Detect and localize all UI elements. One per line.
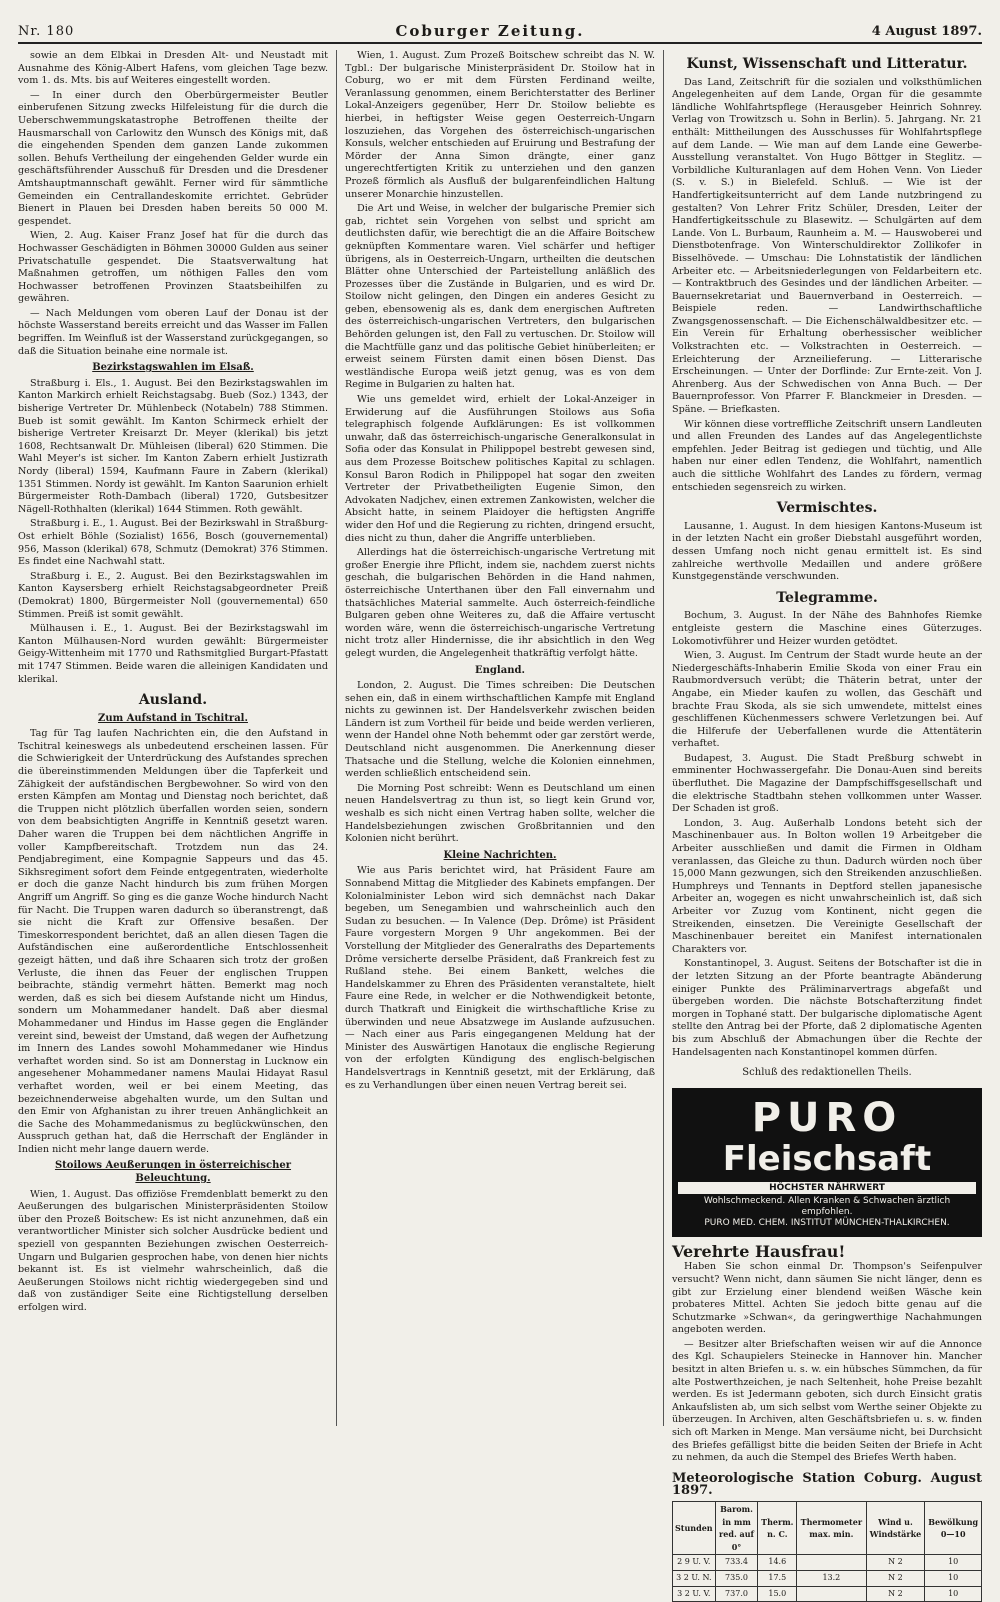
paragraph: Die Morning Post schreibt: Wenn es Deutschland um einen neuen Handelsvertrag zu thun ist, so liegt kein Grund vor, weshalb es sich nicht einen Vertrag haben sollte, welcher die Handelsbeziehungen zwischen Großbritannien und den Kolonien nicht berührt.: [345, 782, 655, 845]
paragraph: Wie aus Paris berichtet wird, hat Präsident Faure am Sonnabend Mittag die Mitglieder des Kabinets empfangen. Der Kolonialminister Lebon wird sich demnächst nach Dakar begeben, um Senegambien und wahrscheinlich auch den Sudan zu besuchen. — In Valence (Dep. Drôme) ist Präsident Faure vorgestern Morgen 9 Uhr angekommen. Bei der Vorstellung der Mitglieder des Generalraths des Departements Drôme versicherte derselbe Präsident, daß Frankreich fest zu Rußland stehe. Bei einem Bankett, welches die Handelskammer zu Ehren des Präsidenten veranstaltete, hielt Faure eine Rede, in welcher er die Nothwendigkeit betonte, durch Thatkraft und Einigkeit die wirthschaftliche Krise zu überwinden und neue Absatzwege im Auslande aufzusuchen. — Nach einer aus Paris eingegangenen Meldung hat der Minister des Auswärtigen Hanotaux die englische Regierung von der erfolgten Kündigung des englisch-belgischen Handelsvertrags in Kenntniß gesetzt, mit der Erklärung, daß es zu Verhandlungen über einen neuen Vertrag bereit sei.: [345, 865, 655, 1091]
subheading: England.: [475, 664, 525, 676]
paragraph: Wir können diese vortreffliche Zeitschrift unsern Landleuten und allen Freunden des Landes auf das Angelegentlichste empfehlen. Jeder Beitrag ist gediegen und tüchtig, und Alle haben nur einer edlen Tendenz, die Wohlfahrt, namentlich auch die sittliche Wohlfahrt des Landes zu fördern, vermag entschieden segensreich zu wirken.: [672, 418, 982, 493]
column-rule: [336, 50, 337, 1426]
table-header: Wind u. Windstärke: [866, 1502, 925, 1555]
paragraph: Straßburg i. Els., 1. August. Bei den Bezirkstagswahlen im Kanton Markirch erhielt Reichstagsabg. Bueb (Soz.) 1343, der bisherige Vertreter Dr. Mühlenbeck (Notabeln) 788 Stimmen. Bueb ist somit gewählt. Im Kanton Schirmeck erhielt der bisherige Vertreter Kreisarzt Dr. Meyer (klerikal) bis jetzt 1608, Rechtsanwalt Dr. Mühleisen (liberal) 620 Stimmen. Die Wahl Meyer's ist sicher. Im Kanton Zabern erhielt Justizrath Nordy (liberal) 1594, Kaufmann Faure in Zabern (klerikal) 1351 Stimmen. Nordy ist gewählt. Im Kanton Saarunion erhielt Bürgermeister Roth-Dambach (liberal) 1720, Gutsbesitzer Nägell-Rothhalten (klerikal) 1644 Stimmen. Roth gewählt.: [18, 377, 328, 515]
column-rule: [663, 50, 664, 1426]
newspaper-title: Coburger Zeitung.: [395, 22, 585, 40]
paragraph: London, 3. Aug. Außerhalb Londons beteht sich der Maschinenbauer aus. In Bolton wollen 19 Arbeitgeber die Arbeiter ausschließen und damit die Firmen in Oldham veranlassen, das Gleiche zu thun. Dadurch würden noch über 15,000 Mann gezwungen, sich den Streikenden anzuschließen. Humphreys und Tennants in Deptford stellen japanesische Arbeiter an, wogegen es nicht unwahrscheinlich ist, daß sich Arbeiter vor Zuzug vom Kontinent, nicht gegen die Streikenden, einsetzen. Die Vereinigte Gesellschaft der Maschinenbauer bereitet ein Manifest internationalen Charakters vor.: [672, 817, 982, 955]
paragraph: sowie an dem Elbkai in Dresden Alt- und Neustadt mit Ausnahme des König-Albert Hafens, vom gleichen Tage bezw. vom 1. ds. Mts. bis auf Weiteres eingestellt worden.: [18, 50, 328, 87]
paragraph: Wien, 2. Aug. Kaiser Franz Josef hat für die durch das Hochwasser Geschädigten in Böhmen 30000 Gulden aus seiner Privatschatulle gespendet. Die Staatsverwaltung hat Maßnahmen getroffen, um nöthigen Falles den vom Hochwasser betroffenen Provinzen Staatsbeihilfen zu gewähren.: [18, 230, 328, 305]
table-cell: 3 2 U. N.: [673, 1570, 716, 1586]
section-heading: Ausland.: [138, 692, 208, 709]
masthead: [18, 20, 982, 44]
table-cell: [797, 1586, 866, 1602]
table-cell: 2 9 U. V.: [673, 1555, 716, 1571]
paragraph: Bochum, 3. August. In der Nähe des Bahnhofes Riemke entgleiste gestern die Maschine eines Güterzuges. Lokomotivführer und Heizer wurden getödtet.: [672, 610, 982, 647]
paragraph: Wien, 3. August. Im Centrum der Stadt wurde heute an der Niedergeschäfts-Inhaberin Emilie Skoda von einer Frau ein Raubmordversuch verübt; die Thäterin betrat, unter der Angabe, ein Mieder kaufen zu wollen, das Geschäft und brachte Frau Skoda, als sie sich umwendete, mittelst eines geschliffenen Küchenmessers schwere Verletzungen bei. Auf die Hilferufe der Ueberfallenen wurde die Attentäterin verhaftet.: [672, 650, 982, 750]
ad-product: Fleischsaft: [722, 1138, 932, 1179]
ad-brand: PURO: [751, 1094, 903, 1141]
paragraph: Straßburg i. E., 1. August. Bei der Bezirkswahl in Straßburg-Ost erhielt Böhle (Sozialist) 1656, Bosch (gouvernemental) 956, Masson (klerikal) 678, Schmutz (Demokrat) 376 Stimmen. Es findet eine Nachwahl statt.: [18, 518, 328, 568]
puro-ad-panel: [674, 1090, 980, 1236]
table-cell: 17.5: [758, 1570, 797, 1586]
paragraph: — In einer durch den Oberbürgermeister Beutler einberufenen Sitzung zwecks Hilfeleistung für die durch die Ueberschwemmungskatastrophe Betroffenen theilte der Hausmarschall von Carlowitz den Wunsch des Königs mit, daß die eingehenden Spenden dem ganzen Lande zukommen sollen. Behufs Vertheilung der eingehenden Gelder wurde ein geschäftsführender Ausschuß für Dresden und die Dresdener Amtshauptmannschaft gewählt. Ferner wird für sämmtliche Gemeinden ein Centrallandeskomite errichtet. Gebrüder Bienert in Plauen bei Dresden haben bereits 50 000 M. gespendet.: [18, 89, 328, 227]
table-cell: 733.4: [715, 1555, 758, 1571]
paragraph: Das Land, Zeitschrift für die sozialen und volksthümlichen Angelegenheiten auf dem Lande, Organ für die gesammte ländliche Wohlfahrtspflege (Herausgeber Heinrich Sohnrey. Verlag von Trowitzsch u. Sohn in Berlin). 5. Jahrgang. Nr. 21 enthält: Mittheilungen des Ausschusses für Wohlfahrtspflege auf dem Lande. — Wie man auf dem Lande eine Gewerbe-Ausstellung veranstaltet. Von Hugo Böttger in Steglitz. — Vorbildliche Kulturanlagen auf dem Hohen Venn. Von Lieder (S. v. S.) in Bielefeld. Schluß. — Wie ist der Handfertigkeitsunterricht auf dem Lande nutzbringend zu gestalten? Von Lehrer Fritz Schüler, Dresden, Leiter der Handfertigkeitsschule zu Blasewitz. — Schulgärten auf dem Lande. Von L. Burbaum, Raunheim a. M. — Hauswoberei und Dienstbotenfrage. Von Winterschuldirektor Zollikofer in Bisselhövede. — Umschau: Die Lohnstatistik der ländlichen Arbeiter etc. — Arbeitsniederlegungen von Feldarbeitern etc. — Kontraktbruch des Gesindes und der ländlichen Arbeiter. — Bauernsekretariat und Bauernverband in Oesterreich. — Beispiele reden. — Landwirthschaftliche Zwangsgenossenschaft. — Die Eichenschälwaldbesitzer etc. — Ein Verein für Erhaltung oberhessischer weiblicher Volkstrachten etc. — Volkstrachten in Oesterreich. — Erleichterung der Arzneilieferung. — Litterarische Erscheinungen. — Unter der Dorflinde: Zur Ernte-zeit. Von J. Ahrenberg. Aus der Schwedischen von Anna Buch. — Der Bauernprofessor. Von Pfarrer F. Blanckmeier in Dresden. — Späne. — Briefkasten.: [672, 76, 982, 416]
table-cell: 15.0: [758, 1586, 797, 1602]
table-header: Thermometer max. min.: [797, 1502, 866, 1555]
column-2: [345, 50, 655, 1426]
table-cell: N 2: [866, 1570, 925, 1586]
table-row: [673, 1555, 982, 1571]
paragraph: — Besitzer alter Briefschaften weisen wir auf die Annonce des Kgl. Schaupielers Steinecke in Hannover hin. Mancher besitzt in alten Briefen u. s. w. ein hübsches Sümmchen, da für alte Postwerthzeichen, je nach Seltenheit, hohe Preise bezahlt werden. Es ist Jedermann geboten, sich durch Einsicht gratis Ankaufslisten ab, um sich selbst vom Werthe seiner Objekte zu überzeugen. In Archiven, alten Geschäftsbriefen u. s. w. finden sich oft Marken in Menge. Man versäume nicht, bei Durchsicht des Briefes gefälligst bitte die beiden Seiten der Briefe in Acht zu nehmen, da auch die Stempel des Briefes Werth haben.: [672, 1338, 982, 1464]
table-cell: 14.6: [758, 1555, 797, 1571]
ad-claim: HÖCHSTER NÄHRWERT: [678, 1182, 976, 1195]
paragraph: Lausanne, 1. August. In dem hiesigen Kantons-Museum ist in der letzten Nacht ein großer Diebstahl ausgeführt worden, dessen Umfang noch nicht genau ermittelt ist. Es sind zahlreiche werthvolle Medaillen und andere größere Kunstgegenstände verschwunden.: [672, 520, 982, 583]
subheading: Bezirkstagswahlen im Elsaß.: [92, 362, 254, 374]
table-row: [673, 1586, 982, 1602]
ad-maker: PURO MED. CHEM. INSTITUT MÜNCHEN-THALKIRCHEN.: [704, 1218, 950, 1229]
table-cell: 13.2: [797, 1570, 866, 1586]
table-cell: N 2: [866, 1555, 925, 1571]
page-number: Nr. 180: [18, 23, 75, 39]
weather-station-title: Meteorologische Station Coburg. August 1897.: [672, 1470, 982, 1499]
subheading: Kleine Nachrichten.: [443, 849, 557, 861]
section-heading: Kunst, Wissenschaft und Litteratur.: [686, 56, 968, 72]
table-header: Therm. n. C.: [758, 1502, 797, 1555]
section-heading: Vermischtes.: [776, 500, 878, 517]
paragraph: London, 2. August. Die Times schreiben: Die Deutschen sehen ein, daß in einem wirthschaftlichen Kampfe mit England nichts zu gewinnen ist. Der Handelsverkehr zwischen beiden Ländern ist zum Vortheil für beide und beide werden verlieren, wenn der Handel ohne Noth behemmt oder gar zerstört werde, Deutschland nicht ausgenommen. Die Anerkennung dieser Thatsache und die Stellung, welche die Kolonien einnehmen, werden schließlich entscheidend sein.: [345, 680, 655, 780]
table-cell: N 2: [866, 1586, 925, 1602]
column-1: [18, 50, 328, 1426]
section-heading: Telegramme.: [776, 589, 878, 606]
issue-date: 4 August 1897.: [871, 23, 982, 39]
table-header: Barom. in mm red. auf 0°: [715, 1502, 758, 1555]
paragraph: Wien, 1. August. Das offiziöse Fremdenblatt bemerkt zu den Aeußerungen des bulgarischen Ministerpräsidenten Stoilow über den Prozeß Boitschew: Es ist nicht anzunehmen, daß ein verantwortlicher Minister sich solcher Ausdrücke bedient und speziell von gespannten Beziehungen zwischen Oesterreich-Ungarn und Bulgarien gesprochen habe, von denen hier nichts bekannt ist. Es ist vielmehr wahrscheinlich, daß die Aeußerungen Stoilows nicht richtig wiedergegeben sind und daß von zuständiger Seite eine Richtigstellung derselben erfolgen wird.: [18, 1188, 328, 1313]
paragraph: Wie uns gemeldet wird, erhielt der Lokal-Anzeiger in Erwiderung auf die Ausführungen Stoilows aus Sofia telegraphisch folgende Aufklärungen: Es ist vollkommen unwahr, daß das österreichisch-ungarische Generalkonsulat in Sofia oder das Konsulat in Philippopel bestrebt gewesen sind, aus dem Prozesse Boitschew politisches Kapital zu schlagen. Konsul Baron Rodich in Philippopel hat sogar den zweiten Vertreter der Privatbetheiligten Eugenie Simon, den Advokaten Nadjchev, einen extremen Zankowisten, welcher die Absicht hatte, in seinem Plaidoyer die heftigsten Angriffe wider den Hof und die Regierung zu richten, dringend ersucht, dies nicht zu thun, daher die Angriffe unterblieben.: [345, 394, 655, 544]
subheading: Stoilows Aeußerungen in österreichischer Beleuchtung.: [54, 1160, 292, 1185]
table-cell: 735.0: [715, 1570, 758, 1586]
table-cell: 3 2 U. V.: [673, 1586, 716, 1602]
paragraph: Tag für Tag laufen Nachrichten ein, die den Aufstand in Tschitral keineswegs als unbedeutend erscheinen lassen. Für die Schwierigkeit der Unterdrückung des Aufstandes sprechen die übereinstimmenden Meldungen über die Tapferkeit und Zähigkeit der aufständischen Bergbewohner. So wird von den ersten Kämpfen am Montag und Dienstag noch berichtet, daß die Truppen nicht plötzlich überfallen worden seien, sondern von dem beabsichtigten Angriffe in Kenntniß gesetzt waren. Daher waren die Truppen bei dem nächtlichen Angriffe in voller Kampfbereitschaft. Trotzdem nun das 24. Pendjabregiment, eine Kompagnie Sappeurs und das 45. Sikhsregiment sofort dem Feinde entgegentraten, wiederholte er doch die ganze Nacht hindurch bis zum frühen Morgen Angriff um Angriff. So ging es die ganze Woche hindurch Nacht für Nacht. Die Truppen waren dadurch so überanstrengt, daß sie nicht die Kraft zur Offensive besaßen. Der Timeskorrespondent berichtet, daß an allen diesen Tagen die Aufständischen eine außerordentliche Entschlossenheit gezeigt hätten, und daß ihre Schaaren sich trotz der großen Verluste, die ihnen das Feuer der englischen Truppen beibrachte, ständig vermehrt hätten. Bemerkt mag noch werden, daß es sich bei diesem Aufstande nicht um Hindus, sondern um Mohammedaner handelt. Daß aber diesmal Mohammedaner und Hindus im Hasse gegen die Engländer vereint sind, beweist der Umstand, daß wegen der Aufhetzung im Innern des Landes sowohl Mohammedaner wie Hindus verhaftet worden sind. So ist am Donnerstag in Lucknow ein angesehener Mohammedaner namens Maulai Hidayat Rasul verhaftet worden, weil er bei einem Meeting, das bezeichnenderweise abgehalten wurde, um den Sultan und den Emir von Afghanistan zu ihrer treuen Anhänglichkeit an die Sache des Mohammedanismus zu beglückwünschen, den Ausspruch gethan hat, daß die Herrschaft der Engländer in Indien nicht mehr lange dauern werde.: [18, 728, 328, 1155]
paragraph: Straßburg i. E., 2. August. Bei den Bezirkstagswahlen im Kanton Kaysersberg erhielt Reichstagsabgeordneter Preiß (Demokrat) 1800, Bürgermeister Noll (gouvernemental) 650 Stimmen. Preiß ist somit gewählt.: [18, 570, 328, 620]
table-cell: 737.0: [715, 1586, 758, 1602]
paragraph: Konstantinopel, 3. August. Seitens der Botschafter ist die in der letzten Sitzung an der Pforte beantragte Abänderung einiger Punkte des Präliminarvertrags abgefaßt und übergeben worden. Die nächste Botschafterzitung findet morgen in Tophané statt. Der bulgarische diplomatische Agent stellte den Antrag bei der Pforte, daß 2 diplomatische Agenten bis zum Abschluß der Abmachungen über die Rechte der Handelsagenten nach Konstantinopel kommen dürfen.: [672, 958, 982, 1058]
paragraph: Budapest, 3. August. Die Stadt Preßburg schwebt in emminenter Hochwassergefahr. Die Donau-Auen sind bereits überfluthet. Die Magazine der Dampfschiffsgesellschaft und die elektrische Stadtbahn stehen vollkommen unter Wasser. Der Schaden ist groß.: [672, 752, 982, 815]
editorial-end-note: Schluß des redaktionellen Theils.: [742, 1067, 912, 1079]
soap-advertisement: [672, 1243, 982, 1337]
paragraph: Die Art und Weise, in welcher der bulgarische Premier sich gab, richtet sein Vorgehen von selbst und spricht am deutlichsten dafür, wie berechtigt die an die Affaire Boitschew geknüpften Kommentare waren. Viel schärfer und heftiger übrigens, als in Oesterreich-Ungarn, urtheilten die deutschen Blätter ohne Unterschied der Parteistellung anläßlich des Prozesses über die Zustände in Bulgarien, und es wird Dr. Stoilow nicht gelingen, den Dingen ein anderes Gesicht zu geben, ebensowenig als es, dank dem energischen Auftreten des österreichisch-ungarischen Vertreters, den bulgarischen Behörden gelungen ist, den Fall zu vertuschen. Dr. Stoilow will die Machtfülle ganz und das politische Gebiet hinüberleiten; er erweist seinem Fürsten damit einen bösen Dienst. Das westländische Europa weiß jetzt genug, was es von dem Regime in Bulgarien zu halten hat.: [345, 203, 655, 391]
paragraph: Allerdings hat die österreichisch-ungarische Vertretung mit großer Energie ihre Pflicht, indem sie, nachdem zuerst nichts geschah, die bulgarischen Behörden in die Hand nahmen, österreichische Unterthanen über den Fall einvernahm und thatsächliches Material sammelte. Auch österreich-feindliche Bulgaren geben ohne Weiteres zu, daß die Affaire vertuscht worden wäre, wenn die österreichisch-ungarische Vertretung nicht trotz aller Hindernisse, die ihr absichtlich in den Weg gelegt wurden, die Angelegenheit thatkräftig verfolgt hätte.: [345, 547, 655, 659]
table-header: Stunden: [673, 1502, 716, 1555]
puro-advertisement: [672, 1088, 982, 1238]
paragraph: — Nach Meldungen vom oberen Lauf der Donau ist der höchste Wasserstand bereits erreicht und das Wasser im Fallen begriffen. Im Weinfluß ist der Wasserstand zurückgegangen, so daß die Situation beinahe eine normale ist.: [18, 307, 328, 357]
subheading: Zum Aufstand in Tschitral.: [98, 712, 248, 724]
ad-tagline: Wohlschmeckend. Allen Kranken & Schwachen ärztlich empfohlen.: [703, 1196, 951, 1218]
paragraph: Mülhausen i. E., 1. August. Bei der Bezirkstagswahl im Kanton Mülhausen-Nord wurden gewählt: Bürgermeister Geigy-Wittenheim mit 1770 und Rathsmitglied Burgart-Pfastatt mit 1747 Stimmen. Beide waren die alleinigen Kandidaten und klerikal.: [18, 623, 328, 685]
table-cell: 10: [925, 1586, 982, 1602]
ad-text: Haben Sie schon einmal Dr. Thompson's Seifenpulver versucht? Wenn nicht, dann säumen Sie nicht länger, denn es gibt zur Erzielung einer blendend weißen Wäsche kein probateres Mittel. Achten Sie jedoch bitte genau auf die Schutzmarke »Schwan«, da geringwerthige Nachahmungen angeboten werden.: [672, 1261, 982, 1336]
weather-table: [672, 1501, 982, 1602]
column-3: [672, 50, 982, 1598]
table-cell: 10: [925, 1555, 982, 1571]
table-cell: 10: [925, 1570, 982, 1586]
paragraph: Wien, 1. August. Zum Prozeß Boitschew schreibt das N. W. Tgbl.: Der bulgarische Ministerpräsident Dr. Stoilow hat in Coburg, wo er mit dem Fürsten Ferdinand weilte, Veranlassung genommen, einem Berichterstatter des Berliner Lokal-Anzeigers gegenüber, Herr Dr. Stoilow beliebte es hierbei, in heftigster Weise gegen Oesterreich-Ungarn loszuziehen, das Vorgehen des österreichisch-ungarischen Konsuls, welcher entschieden auf Eruirung und Bestrafung der Mörder der Anna Simon drängte, einer ganz ungerechtfertigten Kritik zu unterziehen und den ganzen Prozeß förmlich als Ausfluß der bulgarenfeindlichen Haltung unserer Monarchie hinzustellen.: [345, 50, 655, 200]
table-row: [673, 1570, 982, 1586]
table-header: Bewölkung 0—10: [925, 1502, 982, 1555]
ad-headline: Verehrte Hausfrau!: [672, 1242, 846, 1262]
table-cell: [797, 1555, 866, 1571]
